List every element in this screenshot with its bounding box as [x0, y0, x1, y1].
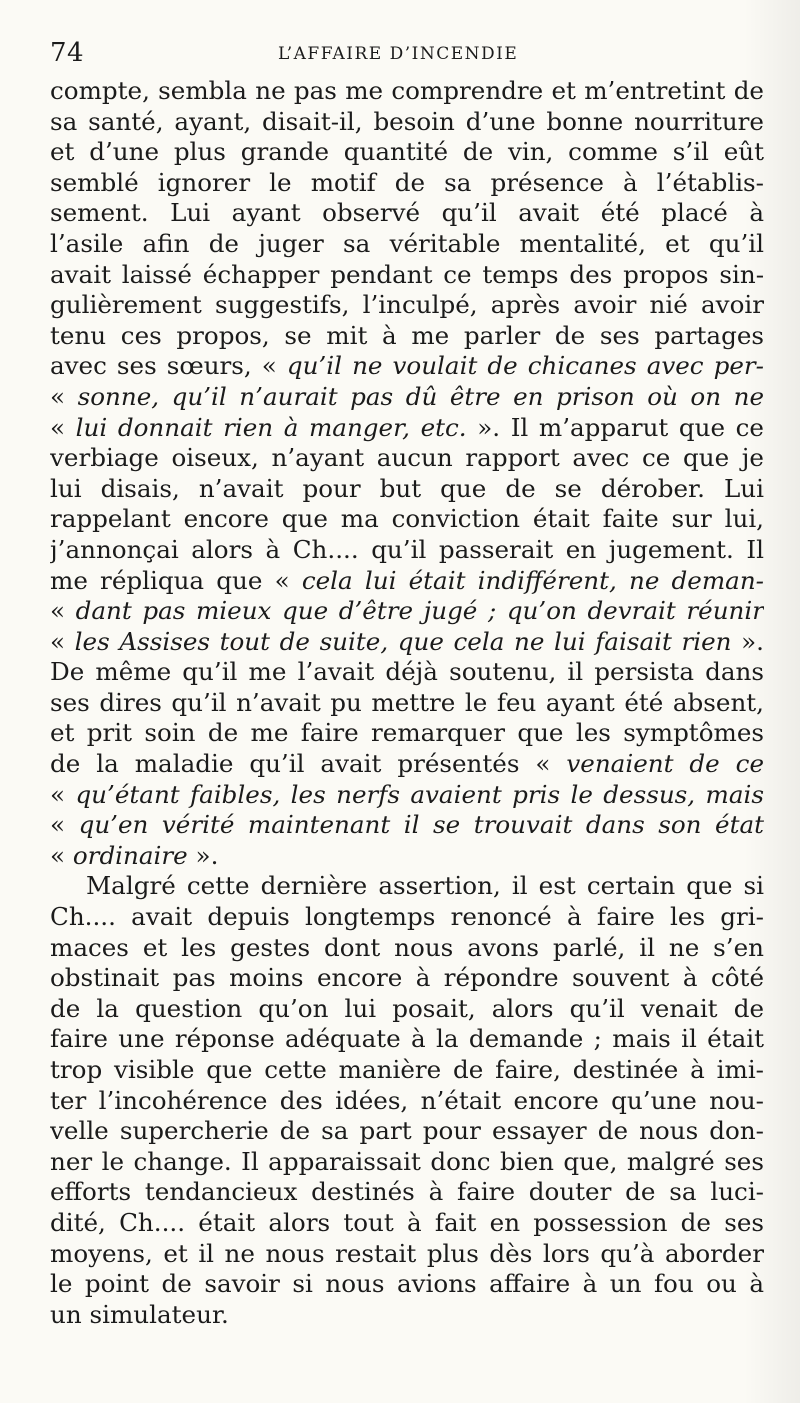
italic-quote-segment: dant pas mieux que d’être jugé ; qu’on devrait réunir — [75, 596, 764, 626]
text-segment: « — [50, 810, 79, 840]
text-line — [50, 718, 764, 749]
italic-quote-segment: qu’il ne voulait de chicanes avec per- — [286, 351, 764, 381]
text-line — [50, 902, 764, 933]
body-text — [50, 76, 764, 1330]
text-line — [50, 657, 764, 688]
text-line — [50, 871, 764, 902]
text-line — [50, 76, 764, 107]
text-line — [50, 841, 764, 872]
italic-quote-segment: venaient de ce — [566, 749, 764, 779]
running-head — [50, 34, 760, 70]
text-segment: ses dires qu’il n’avait pu mettre le feu ayant été absent, — [50, 687, 764, 717]
text-segment: lui disais, n’avait pour but que de se dérober. Lui — [50, 473, 764, 503]
text-line — [50, 229, 764, 260]
text-segment: de la maladie qu’il avait présentés « — [50, 749, 567, 779]
text-segment: « — [50, 626, 75, 656]
text-line — [50, 443, 764, 474]
text-segment: « — [50, 412, 76, 442]
text-line — [50, 749, 764, 780]
text-segment: ter l’incohérence des idées, n’était encore qu’une nou- — [50, 1085, 764, 1115]
text-segment: le point de savoir si nous avions affaire à un fou ou à — [50, 1269, 764, 1299]
text-line — [50, 321, 764, 352]
text-segment: trop visible que cette manière de faire, destinée à imi- — [50, 1055, 764, 1084]
text-segment: un simulateur. — [50, 1299, 229, 1329]
text-line — [50, 260, 764, 291]
text-segment: rappelant encore que ma conviction était faite sur lui, — [50, 504, 764, 534]
text-line — [50, 168, 764, 199]
text-segment: Ch.... avait depuis longtemps renoncé à faire les gri- — [50, 902, 764, 932]
italic-quote-segment: sonne, qu’il n’aurait pas dû être en prison où on ne — [77, 381, 764, 411]
italic-quote-segment: qu’étant faibles, les nerfs avaient pris le dessus, mais — [75, 779, 764, 809]
text-segment: faire une réponse adéquate à la demande ; mais il était — [50, 1024, 764, 1054]
italic-quote-segment: qu’en vérité maintenant il se trouvait dans son état — [78, 810, 764, 840]
text-segment: semblé ignorer le motif de sa présence à l’établis- — [50, 167, 764, 197]
text-segment: avait laissé échapper pendant ce temps des propos sin- — [50, 259, 764, 289]
text-line — [50, 627, 764, 658]
text-line — [50, 596, 764, 627]
italic-quote-segment: ordinaire — [72, 840, 188, 870]
running-title: L’AFFAIRE D’INCENDIE — [278, 44, 519, 64]
text-line — [50, 994, 764, 1025]
text-segment: Malgré cette dernière assertion, il est certain que si — [86, 871, 764, 901]
text-line — [50, 933, 764, 964]
text-line — [50, 1177, 764, 1208]
text-segment: de la question qu’on lui posait, alors qu’il venait de — [50, 993, 764, 1023]
text-line — [50, 137, 764, 168]
text-line — [50, 535, 764, 566]
text-segment: moyens, et il ne nous restait plus dès lors qu’à aborder — [50, 1238, 764, 1268]
text-segment: ner le change. Il apparaissait donc bien que, malgré ses — [50, 1146, 764, 1176]
text-line — [50, 1116, 764, 1147]
text-line — [50, 1086, 764, 1117]
text-line — [50, 474, 764, 505]
text-line — [50, 1239, 764, 1270]
text-line — [50, 107, 764, 138]
text-line — [50, 290, 764, 321]
text-line — [50, 780, 764, 811]
text-segment: ». Il m’apparut que ce — [466, 412, 764, 442]
text-segment: ». — [731, 626, 764, 656]
text-line — [50, 1300, 764, 1331]
text-line — [50, 1208, 764, 1239]
text-segment: « — [50, 596, 76, 626]
text-segment: « — [50, 381, 78, 411]
text-segment: et d’une plus grande quantité de vin, comme s’il eût — [50, 137, 764, 167]
text-segment: « — [50, 840, 73, 870]
text-segment: tenu ces propos, se mit à me parler de ses partages — [50, 320, 764, 350]
text-segment: l’asile afin de juger sa véritable mentalité, et qu’il — [50, 228, 764, 258]
text-line — [50, 1024, 764, 1055]
text-segment: verbiage oiseux, n’ayant aucun rapport avec ce que je — [50, 443, 764, 473]
text-segment: gulièrement suggestifs, l’inculpé, après avoir nié avoir — [50, 290, 764, 320]
text-line — [50, 351, 764, 382]
text-line — [50, 963, 764, 994]
text-segment: « — [50, 779, 76, 809]
text-segment: dité, Ch.... était alors tout à fait en possession de ses — [50, 1207, 764, 1237]
text-segment: velle supercherie de sa part pour essayer de nous don- — [50, 1116, 764, 1146]
text-segment: De même qu’il me l’avait déjà soutenu, il persista dans — [50, 657, 764, 687]
text-segment: j’annonçai alors à Ch.... qu’il passerait en jugement. Il — [50, 534, 764, 564]
text-line — [50, 1055, 764, 1086]
text-line — [50, 198, 764, 229]
text-segment: compte, sembla ne pas me comprendre et m’entretint de — [50, 76, 764, 105]
text-segment: sement. Lui ayant observé qu’il avait été placé à — [50, 198, 764, 228]
text-segment: me répliqua que « — [50, 565, 302, 595]
text-line — [50, 382, 764, 413]
italic-quote-segment: cela lui était indifférent, ne deman- — [301, 565, 764, 595]
text-segment: et prit soin de me faire remarquer que les symptômes — [50, 718, 764, 748]
text-line — [50, 504, 764, 535]
text-line — [50, 1269, 764, 1300]
text-segment: avec ses sœurs, « — [50, 351, 287, 381]
italic-quote-segment: lui donnait rien à manger, etc. — [75, 412, 467, 442]
text-line — [50, 1147, 764, 1178]
page-number: 74 — [50, 38, 85, 68]
text-segment: sa santé, ayant, disait-il, besoin d’une bonne nourriture — [50, 106, 764, 136]
text-line — [50, 566, 764, 597]
text-line — [50, 413, 764, 444]
text-line — [50, 810, 764, 841]
text-segment: obstinait pas moins encore à répondre souvent à côté — [50, 963, 764, 993]
italic-quote-segment: les Assises tout de suite, que cela ne lui faisait rien — [74, 626, 732, 656]
text-segment: ». — [187, 840, 219, 870]
text-segment: efforts tendancieux destinés à faire douter de sa luci- — [50, 1177, 764, 1207]
text-segment: maces et les gestes dont nous avons parlé, il ne s’en — [50, 932, 764, 962]
text-line — [50, 688, 764, 719]
